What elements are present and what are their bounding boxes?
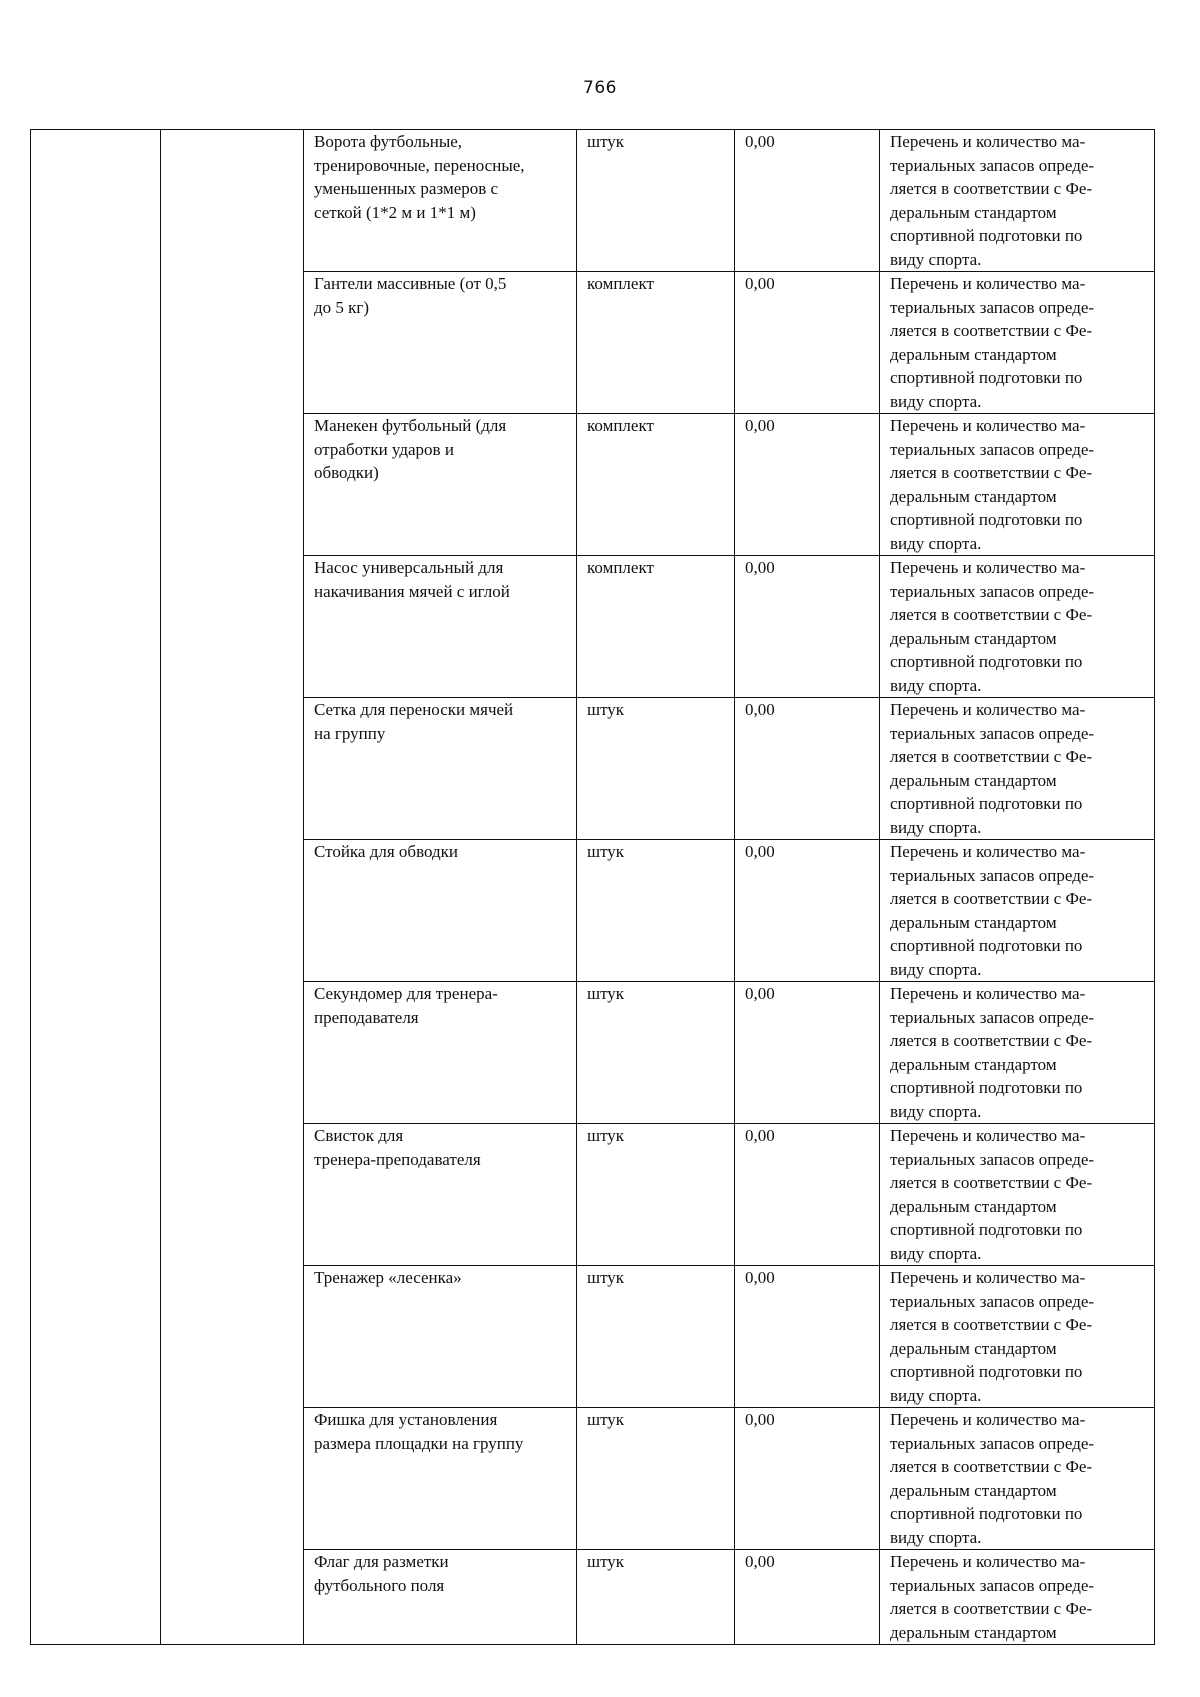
item-name-cell [304, 1408, 577, 1550]
merged-cell-number [31, 130, 161, 1645]
item-name-line: Насос универсальный для [314, 558, 504, 577]
item-name-line: Стойка для обводки [314, 842, 458, 861]
note-cell [880, 130, 1155, 272]
note-cell [880, 1550, 1155, 1645]
note-line: ляется в соответствии с Фе- [890, 1599, 1093, 1618]
note-line: териальных запасов опреде- [890, 439, 1095, 459]
note-line: Перечень и количество ма- [890, 1552, 1086, 1571]
note-line: деральным стандартом [890, 1622, 1057, 1642]
quantity-cell: 0,00 [735, 272, 880, 414]
note-line: деральным стандартом [890, 486, 1057, 506]
quantity-cell: 0,00 [735, 982, 880, 1124]
item-name-line: Свисток для [314, 1126, 404, 1145]
note-line: спортивной подготовки по [890, 936, 1083, 955]
item-name-line: уменьшенных размеров с [314, 179, 499, 198]
item-name-line: Флаг для разметки [314, 1552, 449, 1571]
unit-cell: штук [577, 982, 735, 1124]
note-line: деральным стандартом [890, 1480, 1057, 1500]
note-line: виду спорта. [890, 1243, 982, 1263]
note-line: териальных запасов опреде- [890, 1149, 1095, 1169]
note-line: деральным стандартом [890, 202, 1057, 222]
note-line: спортивной подготовки по [890, 1220, 1083, 1239]
note-line: Перечень и количество ма- [890, 274, 1086, 293]
note-line: ляется в соответствии с Фе- [890, 1315, 1093, 1334]
item-name-line: обводки) [314, 463, 379, 482]
note-line: виду спорта. [890, 1101, 982, 1121]
item-name-cell [304, 982, 577, 1124]
note-line: териальных запасов опреде- [890, 297, 1095, 317]
note-line: спортивной подготовки по [890, 368, 1083, 387]
item-name-cell [304, 698, 577, 840]
unit-cell: штук [577, 698, 735, 840]
quantity-cell: 0,00 [735, 1266, 880, 1408]
item-name-line: футбольного поля [314, 1575, 445, 1595]
note-line: Перечень и количество ма- [890, 132, 1086, 151]
note-line: виду спорта. [890, 1385, 982, 1405]
note-line: териальных запасов опреде- [890, 1575, 1095, 1595]
note-cell [880, 840, 1155, 982]
note-line: деральным стандартом [890, 628, 1057, 648]
unit-cell: комплект [577, 414, 735, 556]
unit-cell: штук [577, 1266, 735, 1408]
quantity-cell: 0,00 [735, 1408, 880, 1550]
item-name-line: Ворота футбольные, [314, 132, 463, 151]
note-line: ляется в соответствии с Фе- [890, 747, 1093, 766]
item-name-line: сеткой (1*2 м и 1*1 м) [314, 202, 476, 222]
note-cell [880, 414, 1155, 556]
item-name-cell [304, 556, 577, 698]
note-line: виду спорта. [890, 959, 982, 979]
note-line: ляется в соответствии с Фе- [890, 605, 1093, 624]
note-line: териальных запасов опреде- [890, 155, 1095, 175]
item-name-cell [304, 1266, 577, 1408]
quantity-cell: 0,00 [735, 414, 880, 556]
unit-cell: штук [577, 1550, 735, 1645]
item-name-line: преподавателя [314, 1007, 419, 1027]
item-name-cell [304, 1550, 577, 1645]
note-cell [880, 1408, 1155, 1550]
note-line: деральным стандартом [890, 1054, 1057, 1074]
item-name-line: отработки ударов и [314, 439, 454, 459]
note-line: териальных запасов опреде- [890, 1007, 1095, 1027]
unit-cell: штук [577, 1124, 735, 1266]
note-line: териальных запасов опреде- [890, 1433, 1095, 1453]
table-row [31, 130, 1155, 272]
note-line: териальных запасов опреде- [890, 1291, 1095, 1311]
note-line: териальных запасов опреде- [890, 581, 1095, 601]
page-number: 766 [583, 78, 617, 98]
item-name-cell [304, 1124, 577, 1266]
note-line: деральным стандартом [890, 1196, 1057, 1216]
note-line: Перечень и количество ма- [890, 1126, 1086, 1145]
quantity-cell: 0,00 [735, 840, 880, 982]
item-name-line: размера площадки на группу [314, 1433, 524, 1453]
note-cell [880, 272, 1155, 414]
note-line: Перечень и количество ма- [890, 700, 1086, 719]
note-line: териальных запасов опреде- [890, 865, 1095, 885]
quantity-cell: 0,00 [735, 556, 880, 698]
item-name-cell [304, 414, 577, 556]
note-line: Перечень и количество ма- [890, 1268, 1086, 1287]
note-line: спортивной подготовки по [890, 652, 1083, 671]
note-line: спортивной подготовки по [890, 1078, 1083, 1097]
unit-cell: штук [577, 840, 735, 982]
note-line: виду спорта. [890, 391, 982, 411]
quantity-cell: 0,00 [735, 1124, 880, 1266]
item-name-line: на группу [314, 723, 386, 743]
note-cell [880, 698, 1155, 840]
note-line: ляется в соответствии с Фе- [890, 179, 1093, 198]
unit-cell: штук [577, 1408, 735, 1550]
unit-cell: комплект [577, 272, 735, 414]
note-line: виду спорта. [890, 675, 982, 695]
note-line: Перечень и количество ма- [890, 1410, 1086, 1429]
note-cell [880, 982, 1155, 1124]
note-line: спортивной подготовки по [890, 1362, 1083, 1381]
quantity-cell: 0,00 [735, 1550, 880, 1645]
note-line: спортивной подготовки по [890, 226, 1083, 245]
note-line: деральным стандартом [890, 1338, 1057, 1358]
item-name-cell [304, 272, 577, 414]
note-line: ляется в соответствии с Фе- [890, 1457, 1093, 1476]
item-name-cell [304, 840, 577, 982]
item-name-line: Фишка для установления [314, 1410, 498, 1429]
quantity-cell: 0,00 [735, 698, 880, 840]
note-cell [880, 1266, 1155, 1408]
note-line: спортивной подготовки по [890, 1504, 1083, 1523]
note-line: деральным стандартом [890, 344, 1057, 364]
note-line: териальных запасов опреде- [890, 723, 1095, 743]
item-name-line: до 5 кг) [314, 297, 370, 317]
note-line: ляется в соответствии с Фе- [890, 1031, 1093, 1050]
note-line: ляется в соответствии с Фе- [890, 1173, 1093, 1192]
note-line: Перечень и количество ма- [890, 984, 1086, 1003]
item-name-line: накачивания мячей с иглой [314, 581, 510, 601]
note-line: спортивной подготовки по [890, 510, 1083, 529]
note-cell [880, 1124, 1155, 1266]
note-line: ляется в соответствии с Фе- [890, 463, 1093, 482]
item-name-line: Сетка для переноски мячей [314, 700, 514, 719]
item-name-line: тренировочные, переносные, [314, 155, 525, 175]
note-line: виду спорта. [890, 249, 982, 269]
note-line: виду спорта. [890, 533, 982, 553]
note-line: спортивной подготовки по [890, 794, 1083, 813]
item-name-cell [304, 130, 577, 272]
note-line: деральным стандартом [890, 912, 1057, 932]
table-body [31, 130, 1155, 1645]
note-line: виду спорта. [890, 1527, 982, 1547]
item-name-line: Тренажер «лесенка» [314, 1268, 462, 1287]
note-line: ляется в соответствии с Фе- [890, 321, 1093, 340]
item-name-line: Секундомер для тренера- [314, 984, 498, 1003]
note-cell [880, 556, 1155, 698]
unit-cell: комплект [577, 556, 735, 698]
merged-cell-category [161, 130, 304, 1645]
note-line: Перечень и количество ма- [890, 416, 1086, 435]
note-line: Перечень и количество ма- [890, 842, 1086, 861]
unit-cell: штук [577, 130, 735, 272]
equipment-table [30, 129, 1155, 1645]
note-line: ляется в соответствии с Фе- [890, 889, 1093, 908]
quantity-cell: 0,00 [735, 130, 880, 272]
note-line: виду спорта. [890, 817, 982, 837]
item-name-line: Гантели массивные (от 0,5 [314, 274, 507, 293]
item-name-line: тренера-преподавателя [314, 1149, 481, 1169]
note-line: Перечень и количество ма- [890, 558, 1086, 577]
note-line: деральным стандартом [890, 770, 1057, 790]
item-name-line: Манекен футбольный (для [314, 416, 507, 435]
